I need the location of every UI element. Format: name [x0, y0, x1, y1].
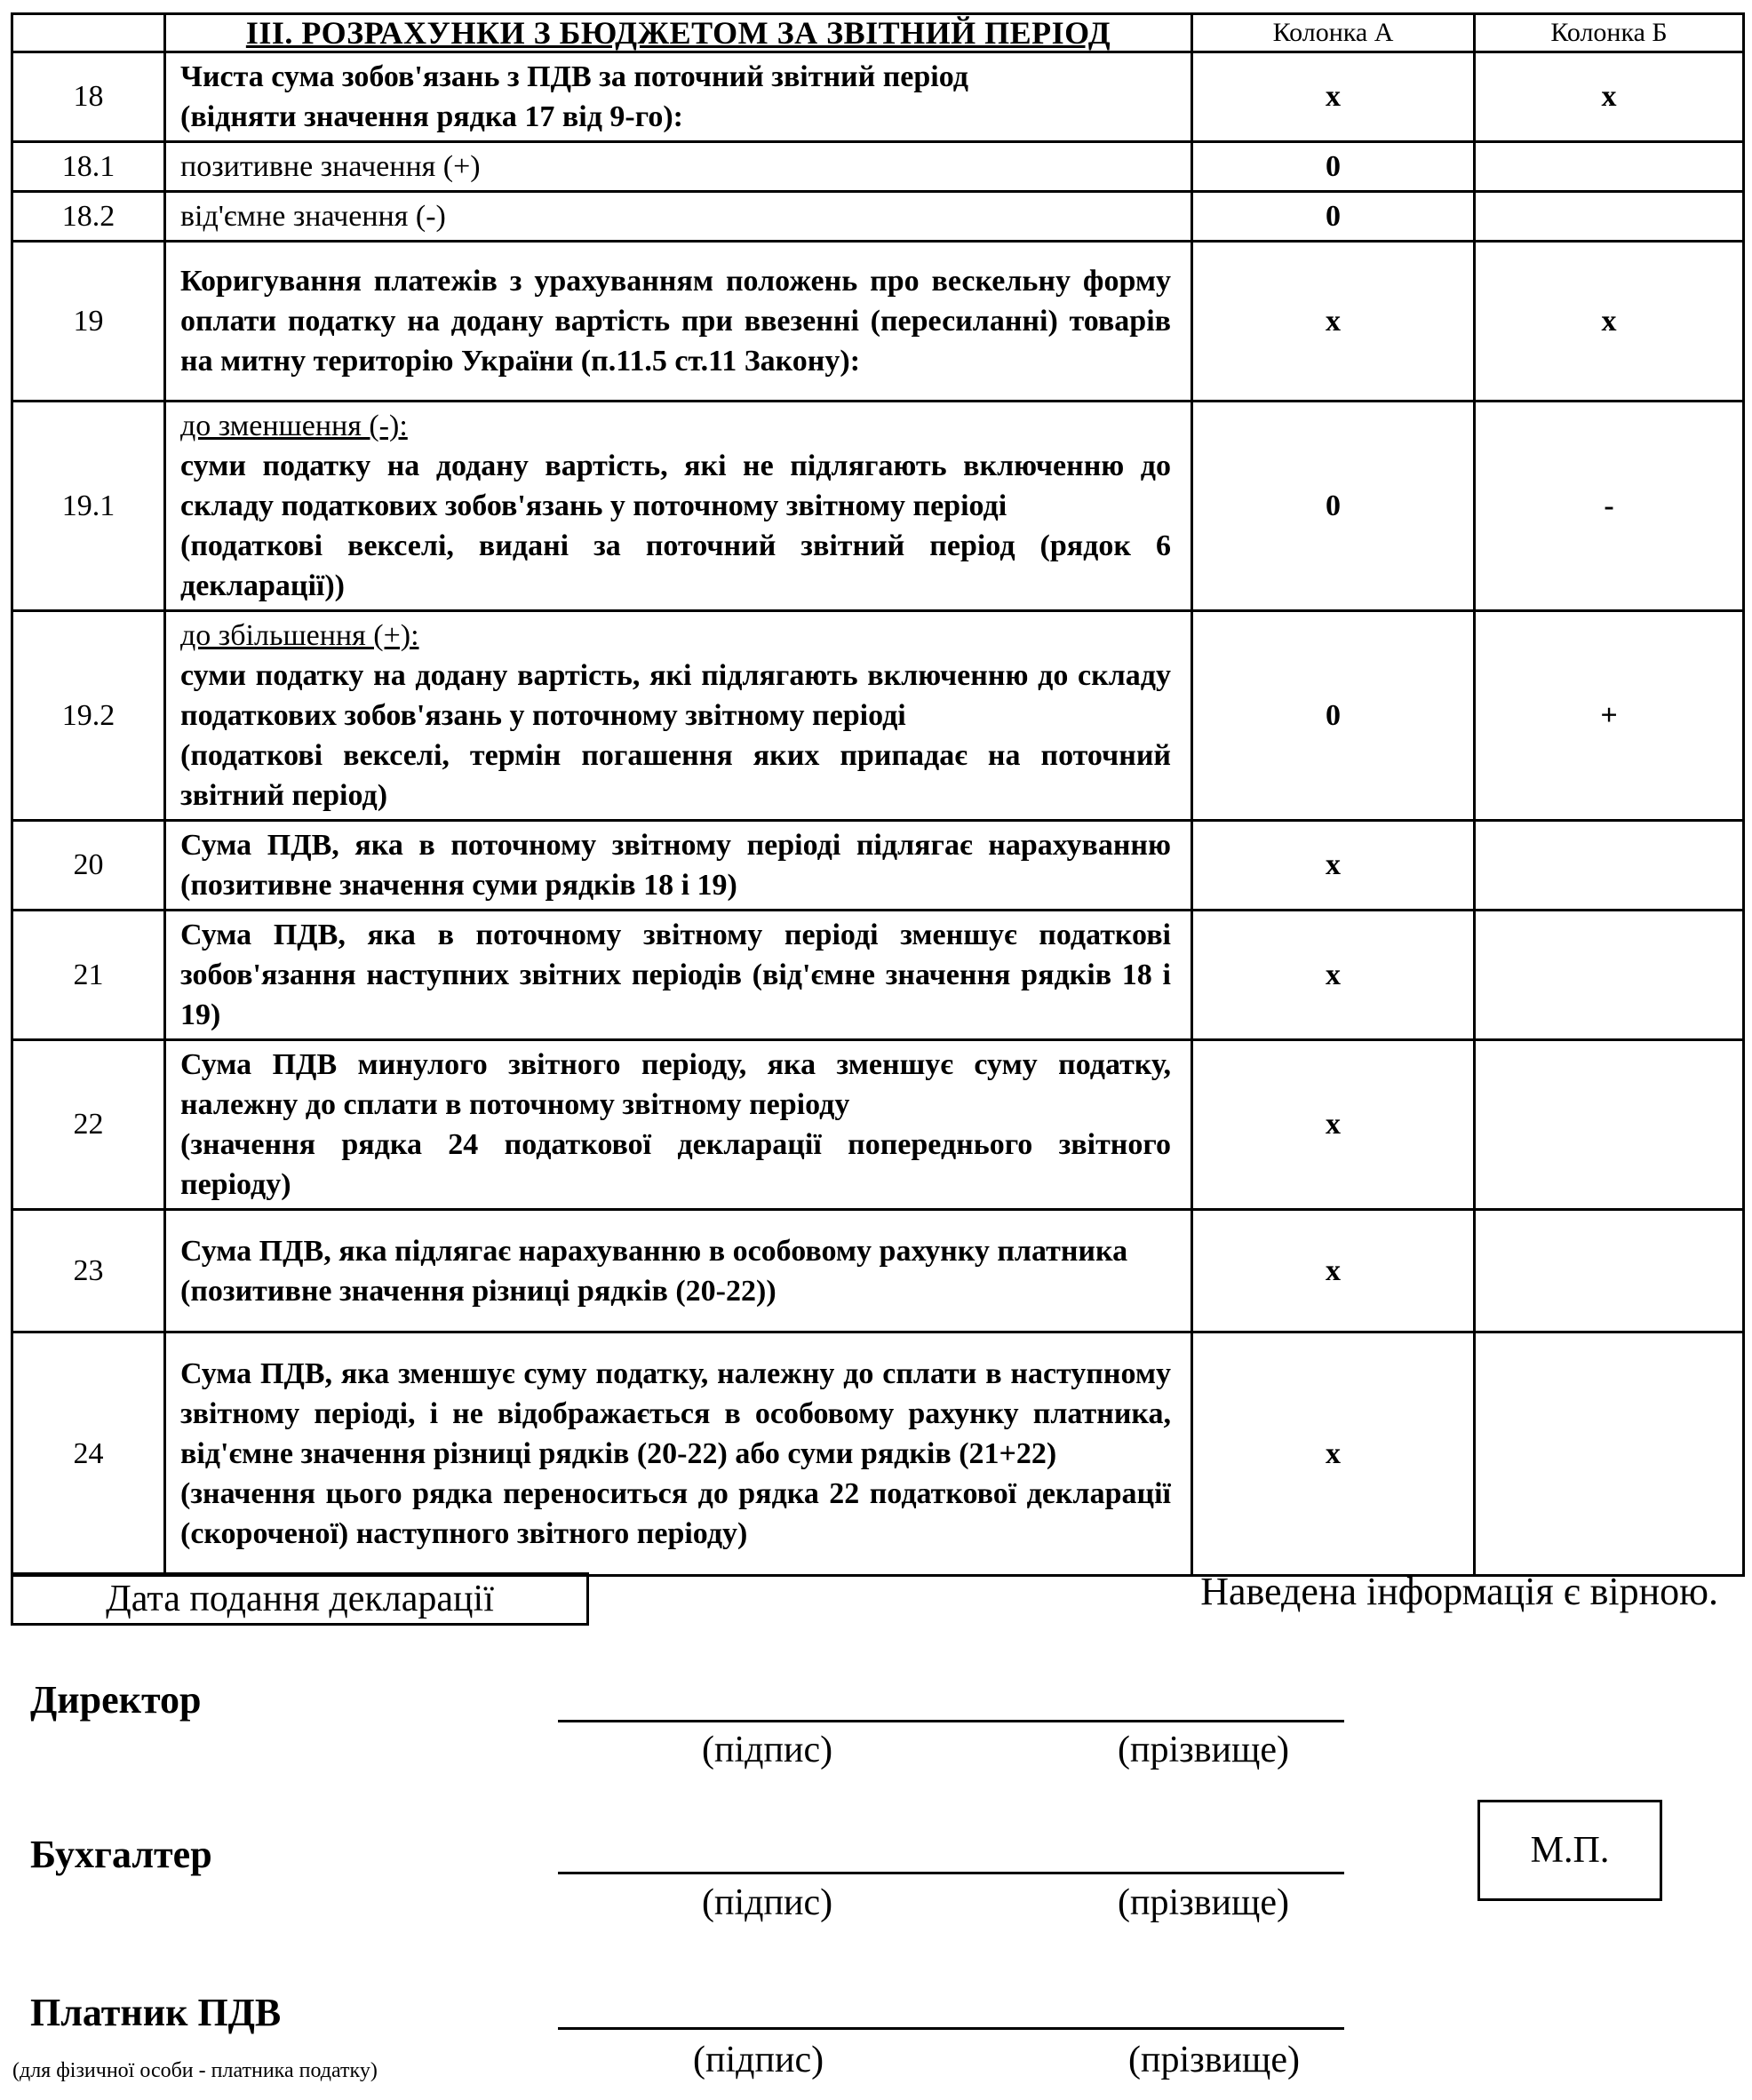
row-number: 18 — [12, 52, 165, 142]
table-row — [12, 821, 1744, 911]
row-description-line: Сума ПДВ, яка зменшує суму податку, належну до сплати в наступному звітному періоді, і не відображається в особовому рахунку платника, від'ємне значення різниці рядків (20-22) або суми рядків (21+22) — [180, 1357, 1171, 1470]
submission-date-field[interactable]: Дата подання декларації — [11, 1572, 589, 1626]
row-description-line: Коригування платежів з урахуванням положень про вескельну форму оплати податку на додану вартість при ввезенні (пересиланні) товарів на митну територію України (п.11.5 ст.11 Закону): — [180, 265, 1171, 378]
column-b-value[interactable]: - — [1475, 402, 1744, 611]
section-title: III. РОЗРАХУНКИ З БЮДЖЕТОМ ЗА ЗВІТНИЙ ПЕРІОД — [165, 14, 1192, 52]
info-verified-statement: Наведена інформація є вірною. — [1200, 1570, 1718, 1613]
director-label: Директор — [30, 1678, 202, 1722]
table-row — [12, 1210, 1744, 1332]
row-number: 24 — [12, 1332, 165, 1576]
table-row — [12, 1040, 1744, 1210]
row-description-line: Сума ПДВ минулого звітного періоду, яка зменшує суму податку, належну до сплати в поточному звітному періоду — [180, 1048, 1171, 1121]
column-b-value[interactable] — [1475, 142, 1744, 192]
row-description — [165, 242, 1192, 402]
column-b-value[interactable]: х — [1475, 242, 1744, 402]
row-description-line: позитивне значення (+) — [180, 150, 481, 183]
column-a-header: Колонка А — [1192, 14, 1475, 52]
row-description-line: (значення рядка 24 податкової декларації попереднього звітного періоду) — [180, 1128, 1171, 1201]
row-number: 22 — [12, 1040, 165, 1210]
row-description — [165, 1210, 1192, 1332]
accountant-label: Бухгалтер — [30, 1833, 212, 1876]
payer-surname-caption: (прізвище) — [1128, 2040, 1300, 2080]
row-description — [165, 821, 1192, 911]
row-number: 18.2 — [12, 192, 165, 242]
column-b-value[interactable] — [1475, 1210, 1744, 1332]
director-signature-caption: (підпис) — [702, 1730, 833, 1770]
payer-signature-caption: (підпис) — [693, 2040, 824, 2080]
table-row — [12, 242, 1744, 402]
row-lead-text: до зменшення (-): — [180, 410, 408, 442]
director-signature-line[interactable] — [558, 1720, 1344, 1722]
table-row — [12, 402, 1744, 611]
row-number: 20 — [12, 821, 165, 911]
column-a-value[interactable]: х — [1192, 52, 1475, 142]
column-a-value[interactable]: х — [1192, 1332, 1475, 1576]
table-row — [12, 142, 1744, 192]
payer-note: (для фізичної особи - платника податку) — [12, 2059, 378, 2082]
row-number: 23 — [12, 1210, 165, 1332]
row-description — [165, 1040, 1192, 1210]
row-description — [165, 611, 1192, 821]
row-description-line: (податкові векселі, термін погашення яких припадає на поточний звітний період) — [180, 739, 1171, 812]
row-description — [165, 911, 1192, 1040]
row-number: 19.2 — [12, 611, 165, 821]
column-a-value[interactable]: х — [1192, 911, 1475, 1040]
table-row — [12, 611, 1744, 821]
accountant-signature-line[interactable] — [558, 1872, 1344, 1874]
column-a-value[interactable]: 0 — [1192, 142, 1475, 192]
row-description-line: (позитивне значення різниці рядків (20-22)) — [180, 1274, 776, 1308]
column-a-value[interactable]: 0 — [1192, 192, 1475, 242]
payer-label: Платник ПДВ — [30, 1991, 282, 2034]
column-a-value[interactable]: х — [1192, 1040, 1475, 1210]
row-description-line: (відняти значення рядка 17 від 9-го): — [180, 100, 683, 133]
tax-calculation-table — [11, 12, 1745, 1577]
row-number: 21 — [12, 911, 165, 1040]
column-b-value[interactable] — [1475, 1332, 1744, 1576]
row-description — [165, 192, 1192, 242]
row-description-line: Сума ПДВ, яка в поточному звітному періоді підлягає нарахуванню (позитивне значення суми рядків 18 і 19) — [180, 829, 1171, 902]
column-b-value[interactable] — [1475, 911, 1744, 1040]
table-row — [12, 192, 1744, 242]
header-num-cell — [12, 14, 165, 52]
table-header-row — [12, 14, 1744, 52]
director-surname-caption: (прізвище) — [1118, 1730, 1289, 1770]
accountant-signature-caption: (підпис) — [702, 1882, 833, 1923]
column-b-value[interactable] — [1475, 192, 1744, 242]
column-b-value[interactable] — [1475, 821, 1744, 911]
column-a-value[interactable]: 0 — [1192, 611, 1475, 821]
stamp-place: М.П. — [1477, 1800, 1662, 1901]
row-description-line: (податкові векселі, видані за поточний звітний період (рядок 6 декларації)) — [180, 529, 1171, 602]
row-number: 19 — [12, 242, 165, 402]
table-row — [12, 911, 1744, 1040]
column-a-value[interactable]: х — [1192, 821, 1475, 911]
column-b-header: Колонка Б — [1475, 14, 1744, 52]
table-row — [12, 1332, 1744, 1576]
row-number: 19.1 — [12, 402, 165, 611]
row-number: 18.1 — [12, 142, 165, 192]
row-description-line: (значення цього рядка переноситься до рядка 22 податкової декларації (скороченої) наступного звітного періоду) — [180, 1477, 1171, 1550]
column-b-value[interactable]: + — [1475, 611, 1744, 821]
column-b-value[interactable]: х — [1475, 52, 1744, 142]
row-description-line: суми податку на додану вартість, які підлягають включенню до складу податкових зобов'язань у поточному звітному періоді — [180, 659, 1171, 732]
row-description-line: Чиста сума зобов'язань з ПДВ за поточний звітний період — [180, 60, 968, 93]
accountant-surname-caption: (прізвище) — [1118, 1882, 1289, 1923]
table-row — [12, 52, 1744, 142]
row-description-line: Сума ПДВ, яка підлягає нарахуванню в особовому рахунку платника — [180, 1234, 1128, 1268]
row-description-line: Сума ПДВ, яка в поточному звітному періоді зменшує податкові зобов'язання наступних звітних періодів (від'ємне значення рядків 18 і 19) — [180, 919, 1171, 1031]
column-a-value[interactable]: 0 — [1192, 402, 1475, 611]
payer-signature-line[interactable] — [558, 2027, 1344, 2030]
row-description — [165, 52, 1192, 142]
row-lead-text: до збільшення (+): — [180, 619, 419, 652]
column-a-value[interactable]: х — [1192, 242, 1475, 402]
column-b-value[interactable] — [1475, 1040, 1744, 1210]
row-description — [165, 142, 1192, 192]
row-description — [165, 1332, 1192, 1576]
row-description-line: суми податку на додану вартість, які не підлягають включенню до складу податкових зобов'язань у поточному звітному періоді — [180, 449, 1171, 522]
row-description — [165, 402, 1192, 611]
column-a-value[interactable]: х — [1192, 1210, 1475, 1332]
row-description-line: від'ємне значення (-) — [180, 200, 446, 233]
